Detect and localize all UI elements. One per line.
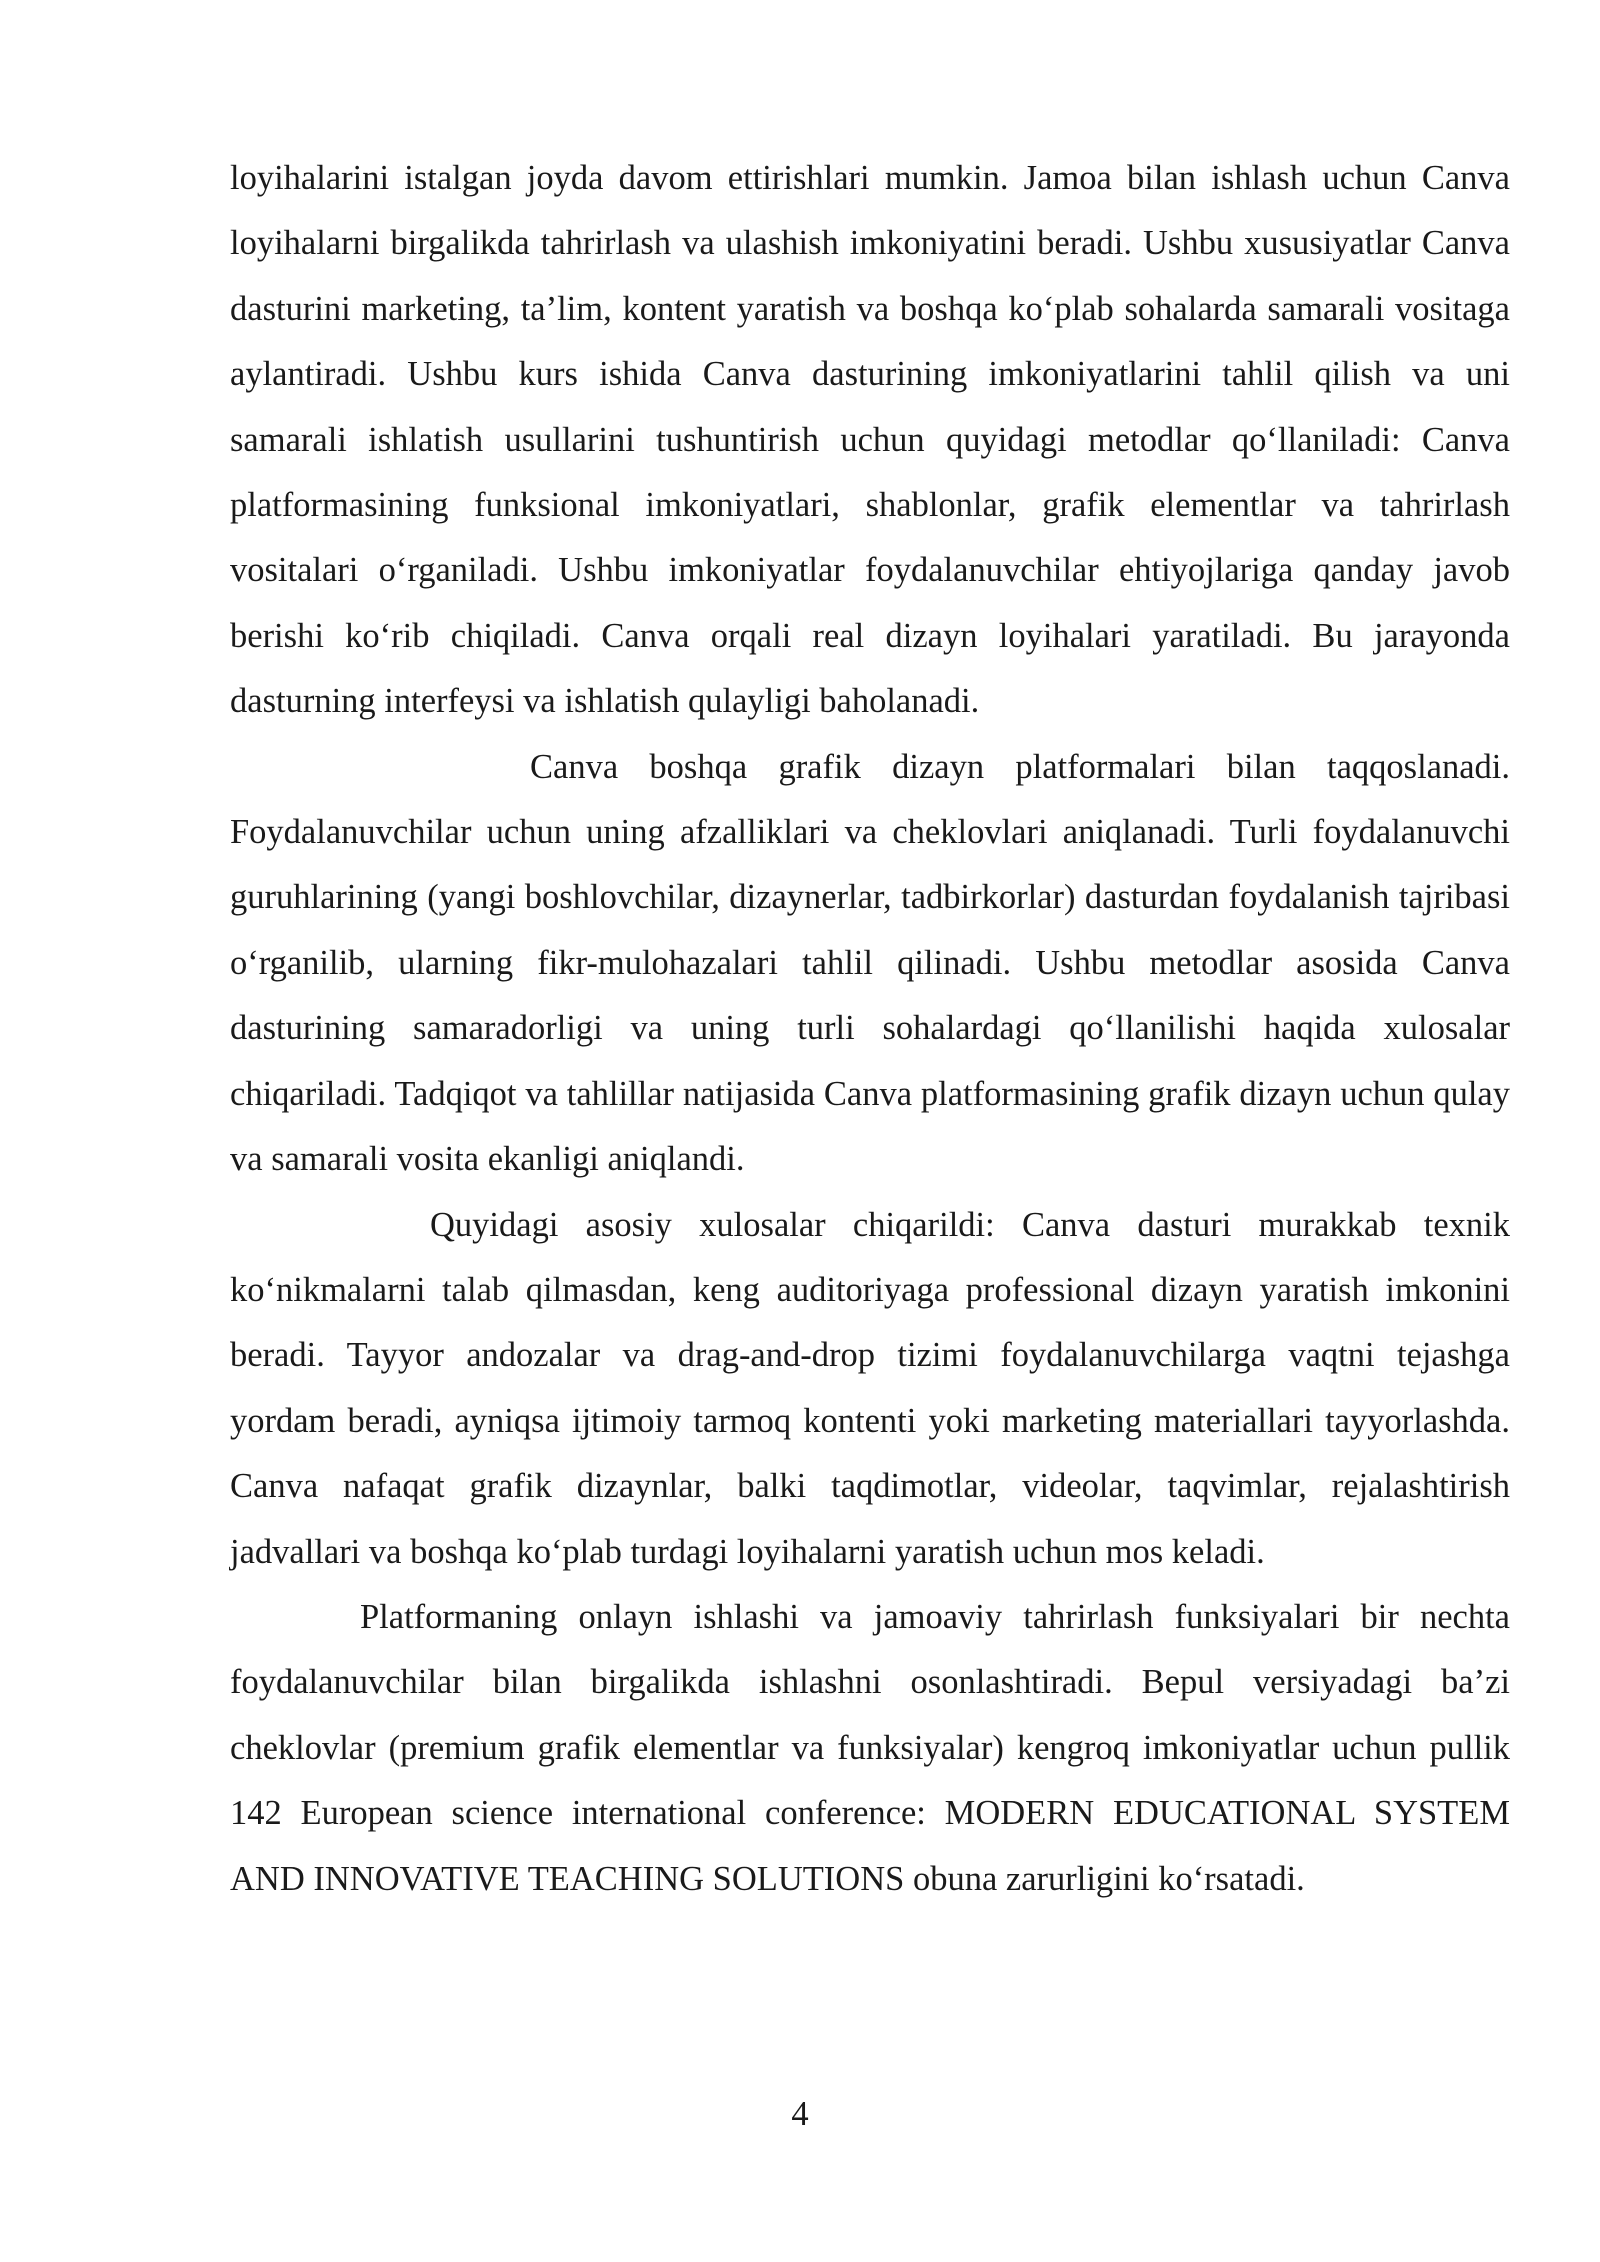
paragraph-1: loyihalarini istalgan joyda davom ettirishlari mumkin. Jamoa bilan ishlash uchun Canva loyihalarni birgalikda tahrirlash va ulashish imkoniyatini beradi. Ushbu xususiyatlar Canva dasturini marketing, ta’lim, kontent yaratish va boshqa ko‘plab sohalarda samarali vositaga aylantiradi. Ushbu kurs ishida Canva dasturining imkoniyatlarini tahlil qilish va uni samarali ishlatish usullarini tushuntirish uchun quyidagi metodlar qo‘llaniladi: Canva platformasining funksional imkoniyatlari, shablonlar, grafik elementlar va tahrirlash vositalari o‘rganiladi. Ushbu imkoniyatlar foydalanuvchilar ehtiyojlariga qanday javob berishi ko‘rib chiqiladi. Canva orqali real dizayn loyihalari yaratiladi. Bu jarayonda dasturning interfeysi va ishlatish qulayligi baholanadi. — [230, 159, 1510, 721]
body-text — [230, 146, 1510, 1912]
page-number: 4 — [791, 2095, 809, 2133]
paragraph-3: Quyidagi asosiy xulosalar chiqarildi: Canva dasturi murakkab texnik ko‘nikmalarni talab qilmasdan, keng auditoriyaga professional dizayn yaratish imkonini beradi. Tayyor andozalar va drag-and-drop tizimi foydalanuvchilarga vaqtni tejashga yordam beradi, ayniqsa ijtimoiy tarmoq kontenti yoki marketing materiallari tayyorlashda. Canva nafaqat grafik dizaynlar, balki taqdimotlar, videolar, taqvimlar, rejalashtirish jadvallari va boshqa ko‘plab turdagi loyihalarni yaratish uchun mos keladi. — [230, 1205, 1510, 1571]
paragraph-2: Canva boshqa grafik dizayn platformalari bilan taqqoslanadi. Foydalanuvchilar uchun uning afzalliklari va cheklovlari aniqlanadi. Turli foydalanuvchi guruhlarining (yangi boshlovchilar, dizaynerlar, tadbirkorlar) dasturdan foydalanish tajribasi o‘rganilib, ularning fikr-mulohazalari tahlil qilinadi. Ushbu metodlar asosida Canva dasturining samaradorligi va uning turli sohalardagi qo‘llanilishi haqida xulosalar chiqariladi. Tadqiqot va tahlillar natijasida Canva platformasining grafik dizayn uchun qulay va samarali vosita ekanligi aniqlandi. — [230, 747, 1510, 1179]
paragraph-4: Platformaning onlayn ishlashi va jamoaviy tahrirlash funksiyalari bir nechta foydalanuvchilar bilan birgalikda ishlashni osonlashtiradi. Bepul versiyadagi ba’zi cheklovlar (premium grafik elementlar va funksiyalar) kengroq imkoniyatlar uchun pullik 142 European science international conference: MODERN EDUCATIONAL SYSTEM AND INNOVATIVE TEACHING SOLUTIONS obuna zarurligini ko‘rsatadi. — [230, 1597, 1510, 1898]
